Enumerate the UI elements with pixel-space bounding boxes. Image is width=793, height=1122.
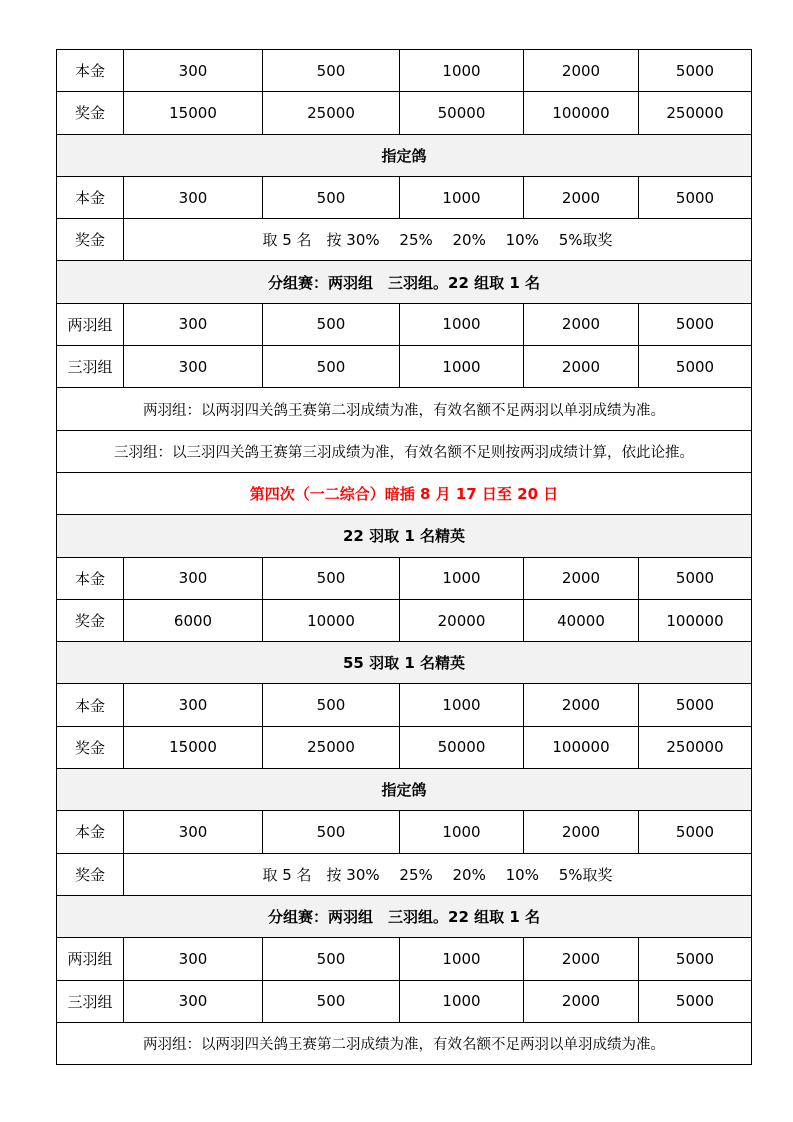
amount-cell: 500	[263, 684, 400, 726]
row-label: 两羽组	[57, 938, 124, 980]
table-row	[57, 50, 752, 92]
amount-cell: 2000	[524, 176, 639, 218]
amount-cell: 5000	[639, 980, 752, 1022]
amount-cell: 2000	[524, 50, 639, 92]
section-header: 55 羽取 1 名精英	[57, 642, 752, 684]
amount-cell: 25000	[263, 92, 400, 134]
amount-cell: 500	[263, 811, 400, 853]
table-row	[57, 938, 752, 980]
amount-cell: 20000	[400, 599, 524, 641]
amount-cell: 2000	[524, 980, 639, 1022]
amount-cell: 500	[263, 303, 400, 345]
amount-cell: 500	[263, 346, 400, 388]
table-row	[57, 980, 752, 1022]
row-label: 奖金	[57, 599, 124, 641]
amount-cell: 1000	[400, 980, 524, 1022]
amount-cell: 5000	[639, 346, 752, 388]
section-header-row	[57, 769, 752, 811]
amount-cell: 500	[263, 557, 400, 599]
table-row	[57, 853, 752, 895]
amount-cell: 300	[124, 557, 263, 599]
row-label: 本金	[57, 811, 124, 853]
amount-cell: 2000	[524, 557, 639, 599]
amount-cell: 1000	[400, 176, 524, 218]
amount-cell: 15000	[124, 726, 263, 768]
rule-note-row	[57, 1022, 752, 1064]
table-row	[57, 684, 752, 726]
amount-cell: 2000	[524, 938, 639, 980]
row-label: 奖金	[57, 219, 124, 261]
table-row	[57, 176, 752, 218]
amount-cell: 50000	[400, 726, 524, 768]
amount-cell: 5000	[639, 50, 752, 92]
amount-cell: 1000	[400, 684, 524, 726]
amount-cell: 100000	[524, 726, 639, 768]
amount-cell: 2000	[524, 303, 639, 345]
section-header-row	[57, 515, 752, 557]
section-header: 分组赛：两羽组 三羽组。22 组取 1 名	[57, 895, 752, 937]
amount-cell: 15000	[124, 92, 263, 134]
section-header: 指定鸽	[57, 769, 752, 811]
amount-cell: 300	[124, 811, 263, 853]
section-header: 22 羽取 1 名精英	[57, 515, 752, 557]
amount-cell: 2000	[524, 684, 639, 726]
table-row	[57, 726, 752, 768]
table-row	[57, 599, 752, 641]
row-label: 奖金	[57, 726, 124, 768]
amount-cell: 300	[124, 938, 263, 980]
amount-cell: 2000	[524, 346, 639, 388]
prize-distribution-cell: 取 5 名 按 30% 25% 20% 10% 5%取奖	[124, 219, 752, 261]
row-label: 本金	[57, 50, 124, 92]
prize-distribution-cell: 取 5 名 按 30% 25% 20% 10% 5%取奖	[124, 853, 752, 895]
amount-cell: 500	[263, 938, 400, 980]
amount-cell: 5000	[639, 557, 752, 599]
round-heading-row	[57, 472, 752, 514]
amount-cell: 5000	[639, 176, 752, 218]
section-header-row	[57, 895, 752, 937]
round-heading: 第四次（一二综合）暗插 8 月 17 日至 20 日	[57, 472, 752, 514]
amount-cell: 100000	[639, 599, 752, 641]
amount-cell: 100000	[524, 92, 639, 134]
row-label: 奖金	[57, 853, 124, 895]
amount-cell: 500	[263, 980, 400, 1022]
amount-cell: 1000	[400, 50, 524, 92]
section-header: 指定鸽	[57, 134, 752, 176]
prize-table	[56, 49, 752, 1065]
amount-cell: 1000	[400, 938, 524, 980]
prize-table-page	[56, 49, 751, 1065]
row-label: 两羽组	[57, 303, 124, 345]
amount-cell: 250000	[639, 726, 752, 768]
rule-note-row	[57, 388, 752, 430]
amount-cell: 5000	[639, 303, 752, 345]
table-row	[57, 92, 752, 134]
row-label: 本金	[57, 557, 124, 599]
rule-note: 三羽组：以三羽四关鸽王赛第三羽成绩为准，有效名额不足则按两羽成绩计算，依此论推。	[57, 430, 752, 472]
row-label: 三羽组	[57, 346, 124, 388]
table-row	[57, 557, 752, 599]
table-row	[57, 303, 752, 345]
amount-cell: 1000	[400, 346, 524, 388]
row-label: 奖金	[57, 92, 124, 134]
rule-note-row	[57, 430, 752, 472]
amount-cell: 300	[124, 346, 263, 388]
table-row	[57, 346, 752, 388]
amount-cell: 300	[124, 303, 263, 345]
amount-cell: 50000	[400, 92, 524, 134]
section-header: 分组赛：两羽组 三羽组。22 组取 1 名	[57, 261, 752, 303]
table-row	[57, 811, 752, 853]
row-label: 本金	[57, 176, 124, 218]
amount-cell: 500	[263, 50, 400, 92]
amount-cell: 2000	[524, 811, 639, 853]
amount-cell: 1000	[400, 303, 524, 345]
amount-cell: 300	[124, 176, 263, 218]
amount-cell: 500	[263, 176, 400, 218]
amount-cell: 300	[124, 50, 263, 92]
amount-cell: 5000	[639, 938, 752, 980]
amount-cell: 250000	[639, 92, 752, 134]
rule-note: 两羽组：以两羽四关鸽王赛第二羽成绩为准，有效名额不足两羽以单羽成绩为准。	[57, 388, 752, 430]
row-label: 三羽组	[57, 980, 124, 1022]
amount-cell: 10000	[263, 599, 400, 641]
amount-cell: 40000	[524, 599, 639, 641]
row-label: 本金	[57, 684, 124, 726]
amount-cell: 25000	[263, 726, 400, 768]
amount-cell: 1000	[400, 811, 524, 853]
amount-cell: 1000	[400, 557, 524, 599]
rule-note: 两羽组：以两羽四关鸽王赛第二羽成绩为准，有效名额不足两羽以单羽成绩为准。	[57, 1022, 752, 1064]
amount-cell: 5000	[639, 684, 752, 726]
amount-cell: 5000	[639, 811, 752, 853]
section-header-row	[57, 134, 752, 176]
amount-cell: 300	[124, 684, 263, 726]
table-row	[57, 219, 752, 261]
section-header-row	[57, 642, 752, 684]
amount-cell: 6000	[124, 599, 263, 641]
section-header-row	[57, 261, 752, 303]
amount-cell: 300	[124, 980, 263, 1022]
prize-table-body	[57, 50, 752, 1065]
